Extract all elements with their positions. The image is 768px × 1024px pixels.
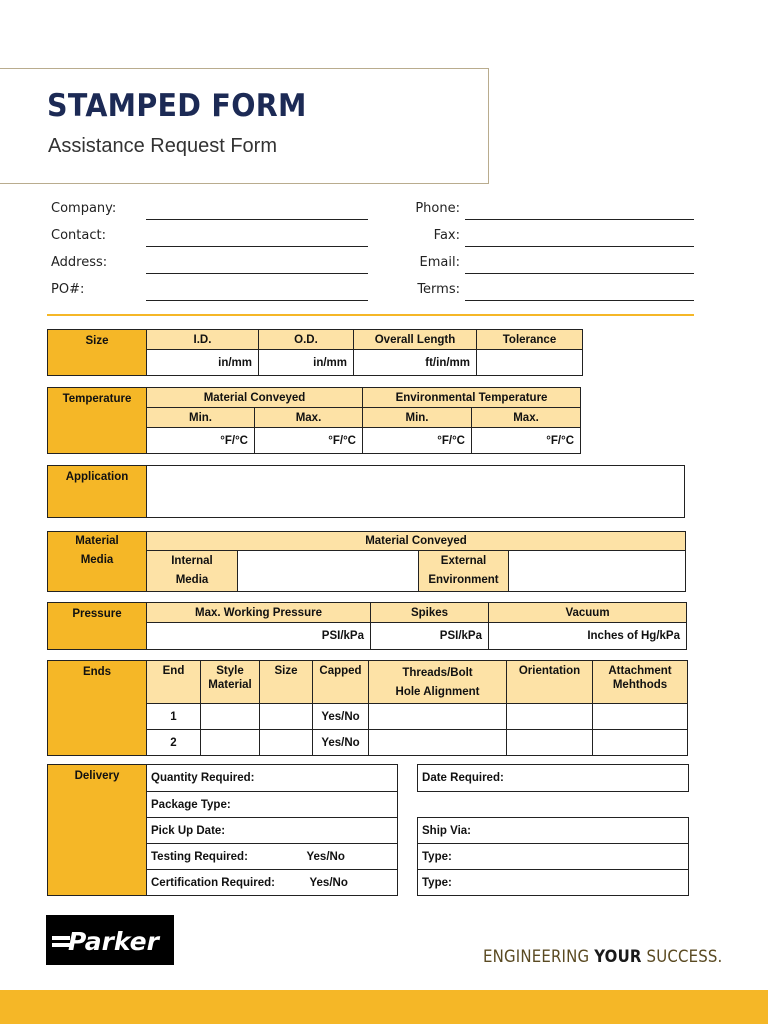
- external-environment-field[interactable]: [509, 551, 686, 592]
- ends-attachment-line2: Mehthods: [612, 679, 668, 691]
- application-field[interactable]: [147, 466, 685, 518]
- material-media-label-line2: Media: [80, 554, 114, 566]
- quantity-required-field[interactable]: Quantity Required:: [147, 765, 398, 792]
- ends-row2-capped[interactable]: Yes/No: [313, 730, 369, 756]
- company-field[interactable]: [146, 219, 368, 220]
- material-media-table: [47, 531, 686, 592]
- size-tolerance-cell[interactable]: [477, 350, 583, 376]
- temp-mat-min-header: Min.: [147, 408, 255, 428]
- application-table: [47, 465, 685, 518]
- size-length-cell[interactable]: ft/in/mm: [354, 350, 477, 376]
- ship-via-field[interactable]: Ship Via:: [418, 818, 689, 844]
- size-id-header: I.D.: [147, 330, 259, 350]
- certification-required-yesno[interactable]: Yes/No: [303, 870, 398, 896]
- size-label: Size: [48, 330, 147, 376]
- tagline-part3: SUCCESS.: [641, 947, 723, 967]
- external-env-line2: Environment: [428, 574, 499, 586]
- ends-threads-line1: Threads/Bolt: [402, 667, 473, 679]
- temp-mat-max-cell[interactable]: °F/°C: [255, 428, 363, 454]
- ends-row2-style[interactable]: [201, 730, 260, 756]
- email-field[interactable]: [465, 273, 694, 274]
- temp-mat-max-header: Max.: [255, 408, 363, 428]
- ends-table: [47, 660, 688, 756]
- package-type-field[interactable]: Package Type:: [147, 792, 398, 818]
- contact-field[interactable]: [146, 246, 368, 247]
- max-working-pressure-header: Max. Working Pressure: [147, 603, 371, 623]
- email-label: Email:: [419, 255, 460, 270]
- ends-style-line2: Material: [208, 679, 252, 691]
- material-media-label: [48, 532, 147, 592]
- size-od-header: O.D.: [259, 330, 354, 350]
- temp-env-max-cell[interactable]: °F/°C: [472, 428, 581, 454]
- pressure-label: Pressure: [48, 603, 147, 650]
- internal-media-line2: Media: [175, 574, 209, 586]
- terms-field[interactable]: [465, 300, 694, 301]
- internal-media-field[interactable]: [238, 551, 419, 592]
- ends-row2-end: 2: [147, 730, 201, 756]
- delivery-label: Delivery: [48, 765, 147, 896]
- title-frame: [0, 68, 489, 184]
- page-subtitle: Assistance Request Form: [48, 135, 277, 157]
- temperature-label: Temperature: [48, 388, 147, 454]
- temperature-table: [47, 387, 581, 454]
- footer-bar: [0, 990, 768, 1024]
- po-label: PO#:: [51, 282, 85, 297]
- max-working-pressure-cell[interactable]: PSI/kPa: [147, 623, 371, 650]
- po-field[interactable]: [146, 300, 368, 301]
- ends-threads-line2: Hole Alignment: [395, 686, 480, 698]
- ends-end-header: End: [147, 661, 201, 704]
- temp-env-min-header: Min.: [363, 408, 472, 428]
- company-label: Company:: [51, 201, 117, 216]
- ends-row2-attachment[interactable]: [593, 730, 688, 756]
- ends-row2-orientation[interactable]: [507, 730, 593, 756]
- ends-label: Ends: [48, 661, 147, 756]
- contact-label: Contact:: [51, 228, 106, 243]
- address-label: Address:: [51, 255, 108, 270]
- material-media-label-line1: Material: [75, 535, 119, 547]
- terms-label: Terms:: [417, 282, 460, 297]
- vacuum-header: Vacuum: [489, 603, 687, 623]
- ends-threads-header: [369, 661, 507, 704]
- ends-size-header: Size: [260, 661, 313, 704]
- testing-required-label: Testing Required:: [147, 844, 303, 870]
- pressure-table: [47, 602, 687, 650]
- fax-field[interactable]: [465, 246, 694, 247]
- page-title: STAMPED FORM: [47, 88, 307, 124]
- temp-material-header: Material Conveyed: [147, 388, 363, 408]
- certification-type-field[interactable]: Type:: [418, 870, 689, 896]
- pickup-date-field[interactable]: Pick Up Date:: [147, 818, 398, 844]
- ends-row1-orientation[interactable]: [507, 704, 593, 730]
- testing-type-field[interactable]: Type:: [418, 844, 689, 870]
- ends-row1-threads[interactable]: [369, 704, 507, 730]
- ends-style-line1: Style: [216, 665, 244, 677]
- ends-row1-style[interactable]: [201, 704, 260, 730]
- size-table: [47, 329, 583, 376]
- phone-field[interactable]: [465, 219, 694, 220]
- parker-logo-text: Parker: [68, 927, 159, 956]
- phone-label: Phone:: [415, 201, 460, 216]
- address-field[interactable]: [146, 273, 368, 274]
- application-label: Application: [48, 466, 147, 518]
- ends-row1-attachment[interactable]: [593, 704, 688, 730]
- ends-row2-size[interactable]: [260, 730, 313, 756]
- external-env-line1: External: [440, 555, 487, 567]
- size-tolerance-header: Tolerance: [477, 330, 583, 350]
- ends-row1-end: 1: [147, 704, 201, 730]
- ends-row1-size[interactable]: [260, 704, 313, 730]
- ends-style-header: [201, 661, 260, 704]
- parker-logo: [46, 915, 174, 965]
- vacuum-cell[interactable]: Inches of Hg/kPa: [489, 623, 687, 650]
- delivery-table: [47, 764, 689, 896]
- ends-attachment-line1: Attachment: [608, 665, 672, 677]
- certification-required-label: Certification Required:: [147, 870, 303, 896]
- parker-logo-mark: [50, 923, 170, 957]
- size-length-header: Overall Length: [354, 330, 477, 350]
- spikes-cell[interactable]: PSI/kPa: [371, 623, 489, 650]
- internal-media-line1: Internal: [171, 555, 213, 567]
- tagline-part2: YOUR: [594, 947, 642, 967]
- external-environment-header: [419, 551, 509, 592]
- material-conveyed-header: Material Conveyed: [147, 532, 686, 551]
- size-id-cell[interactable]: in/mm: [147, 350, 259, 376]
- spikes-header: Spikes: [371, 603, 489, 623]
- temp-env-max-header: Max.: [472, 408, 581, 428]
- temp-env-min-cell[interactable]: °F/°C: [363, 428, 472, 454]
- ends-capped-header: Capped: [313, 661, 369, 704]
- temp-environment-header: Environmental Temperature: [363, 388, 581, 408]
- ends-row2-threads[interactable]: [369, 730, 507, 756]
- ends-attachment-header: [593, 661, 688, 704]
- date-required-field[interactable]: Date Required:: [418, 765, 689, 792]
- internal-media-header: [147, 551, 238, 592]
- tagline-part1: ENGINEERING: [483, 947, 595, 967]
- ends-orientation-header: Orientation: [507, 661, 593, 704]
- testing-required-yesno[interactable]: Yes/No: [303, 844, 398, 870]
- fax-label: Fax:: [433, 228, 460, 243]
- temp-mat-min-cell[interactable]: °F/°C: [147, 428, 255, 454]
- section-divider: [47, 314, 694, 316]
- ends-row1-capped[interactable]: Yes/No: [313, 704, 369, 730]
- size-od-cell[interactable]: in/mm: [259, 350, 354, 376]
- tagline: [483, 947, 722, 967]
